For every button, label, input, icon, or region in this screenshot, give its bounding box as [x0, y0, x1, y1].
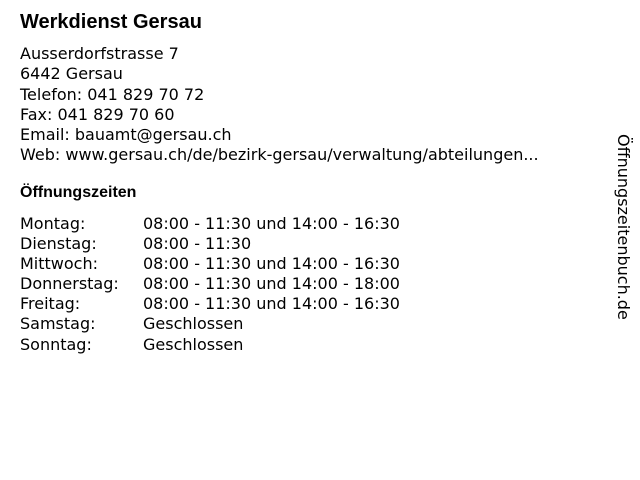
address-city: 6442 Gersau: [20, 64, 123, 84]
contact-block: [20, 44, 539, 166]
time-value: Geschlossen: [143, 334, 244, 354]
email-address: Email: bauamt@gersau.ch: [20, 125, 232, 145]
time-value: 08:00 - 11:30 und 14:00 - 18:00: [143, 274, 400, 294]
day-label: Freitag:: [20, 294, 81, 314]
day-label: Sonntag:: [20, 334, 92, 354]
day-label: Mittwoch:: [20, 254, 98, 274]
day-label: Dienstag:: [20, 234, 97, 254]
time-value: 08:00 - 11:30 und 14:00 - 16:30: [143, 294, 400, 314]
time-value: 08:00 - 11:30: [143, 234, 252, 254]
page-title: Werkdienst Gersau: [20, 11, 202, 33]
day-label: Samstag:: [20, 314, 96, 334]
time-value: 08:00 - 11:30 und 14:00 - 16:30: [143, 254, 400, 274]
day-label: Donnerstag:: [20, 274, 119, 294]
side-brand-watermark: Öffnungszeitenbuch.de: [614, 134, 633, 320]
fax-number: Fax: 041 829 70 60: [20, 104, 175, 124]
address-street: Ausserdorfstrasse 7: [20, 44, 179, 63]
time-value: Geschlossen: [143, 314, 244, 334]
website-link: Web: www.gersau.ch/de/bezirk-gersau/verwaltung/abteilungen...: [20, 145, 539, 165]
phone-number: Telefon: 041 829 70 72: [20, 84, 205, 104]
day-label: Montag:: [20, 214, 86, 233]
opening-hours-heading: Öffnungszeiten: [20, 184, 137, 201]
time-value: 08:00 - 11:30 und 14:00 - 16:30: [143, 214, 400, 233]
